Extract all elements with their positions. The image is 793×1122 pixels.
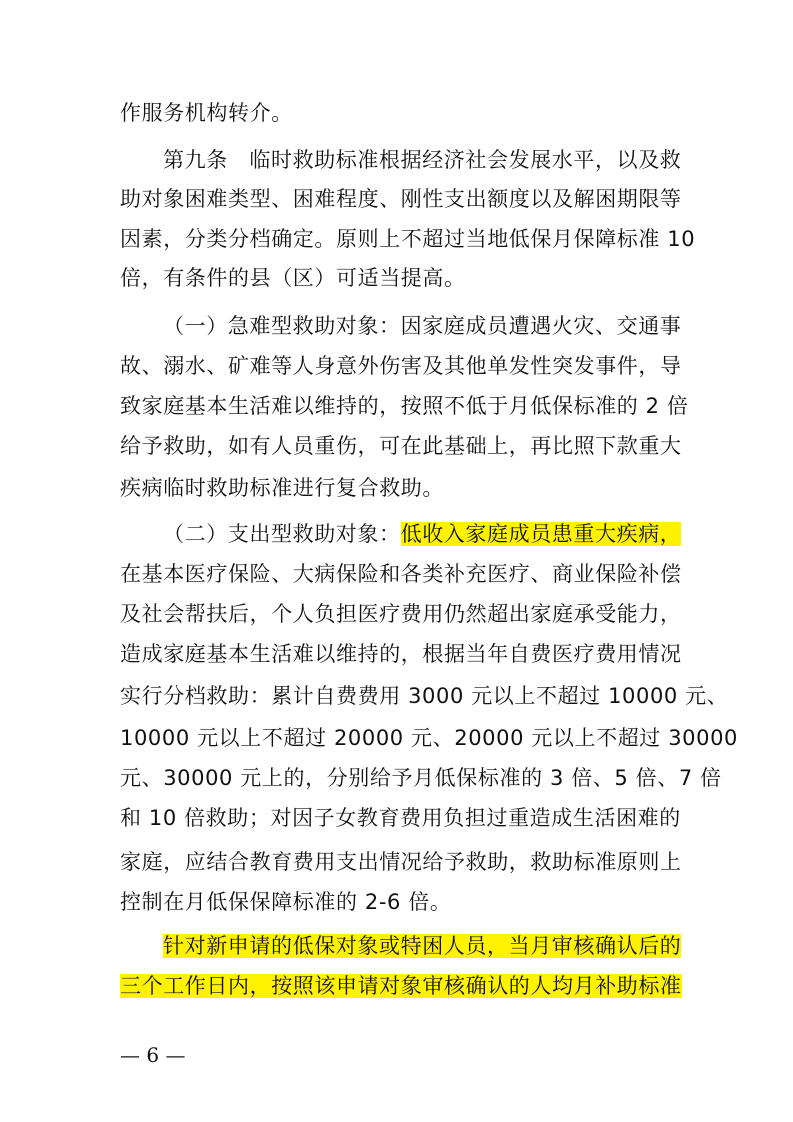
text-line-16: 10000 元以上不超过 20000 元、20000 元以上不超过 30000 bbox=[120, 726, 738, 750]
highlighted-text: 针对新申请的低保对象或特困人员，当月审核确认后的 bbox=[163, 934, 682, 958]
text-line-20: 控制在月低保保障标准的 2-6 倍。 bbox=[120, 890, 452, 914]
text-line-1: 作服务机构转介。 bbox=[120, 101, 293, 125]
text-line-10: 疾病临时救助标准进行复合救助。 bbox=[120, 476, 444, 500]
text-line-5: 倍，有条件的县（区）可适当提高。 bbox=[120, 266, 466, 290]
text-line-3: 助对象困难类型、困难程度、刚性支出额度以及解困期限等 bbox=[120, 187, 682, 211]
text-line-9: 给予救助，如有人员重伤，可在此基础上，再比照下款重大 bbox=[120, 434, 682, 458]
text-line-14: 造成家庭基本生活难以维持的，根据当年自费医疗费用情况 bbox=[120, 642, 682, 666]
item-2-heading-line bbox=[163, 514, 682, 554]
highlighted-line-1 bbox=[163, 926, 682, 966]
text-line-4: 因素，分类分档确定。原则上不超过当地低保月保障标准 10 bbox=[120, 227, 696, 251]
text-line-8: 致家庭基本生活难以维持的，按照不低于月低保标准的 2 倍 bbox=[120, 394, 689, 418]
text-line-12: 在基本医疗保险、大病保险和各类补充医疗、商业保险补偿 bbox=[120, 562, 682, 586]
text-line-19: 家庭，应结合教育费用支出情况给予救助，救助标准原则上 bbox=[120, 850, 682, 874]
highlighted-text: 三个工作日内，按照该申请对象审核确认的人均月补助标准 bbox=[120, 974, 682, 998]
item-1-heading-line: （一）急难型救助对象：因家庭成员遭遇火灾、交通事 bbox=[163, 314, 682, 338]
text-line-13: 及社会帮扶后，个人负担医疗费用仍然超出家庭承受能力， bbox=[120, 602, 682, 626]
article-9-heading-line: 第九条 临时救助标准根据经济社会发展水平，以及救 bbox=[163, 148, 682, 172]
text-line-15: 实行分档救助：累计自费费用 3000 元以上不超过 10000 元、 bbox=[120, 684, 729, 708]
text-line-18: 和 10 倍救助；对因子女教育费用负担过重造成生活困难的 bbox=[120, 806, 681, 830]
text-line-7: 故、溺水、矿难等人身意外伤害及其他单发性突发事件，导 bbox=[120, 354, 682, 378]
item-2-label: （二）支出型救助对象： bbox=[163, 522, 401, 546]
page-number: — 6 — bbox=[120, 1043, 186, 1067]
text-line-17: 元、30000 元上的，分别给予月低保标准的 3 倍、5 倍、7 倍 bbox=[120, 766, 722, 790]
highlighted-line-2 bbox=[120, 966, 682, 1006]
highlighted-text: 低收入家庭成员患重大疾病， bbox=[400, 522, 682, 546]
